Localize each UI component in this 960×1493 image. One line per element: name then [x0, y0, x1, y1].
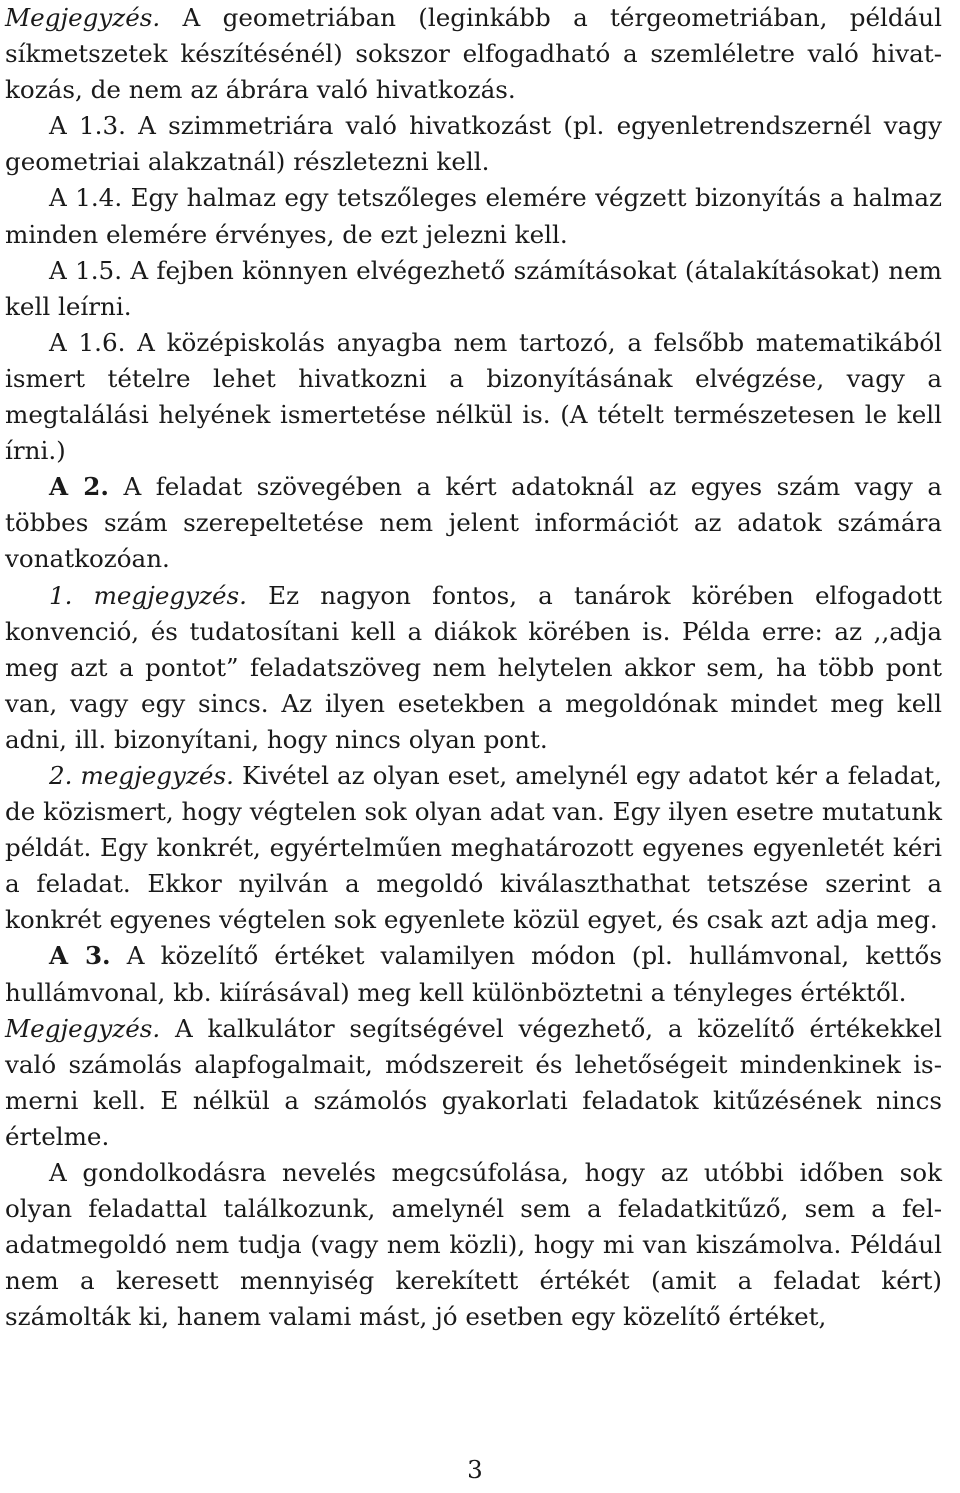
- paragraph-a-2: [5, 469, 942, 577]
- paragraph-note-2: [5, 758, 942, 938]
- paragraph-text: A kalkulátor segítségével végezhető, a közelítő értékekkel való számolás alapfogalmait, módszereit és lehetőségeit mindenkinek ismerni kell. E nélkül a számolós gyakorlati feladatok kitűzésének nincs értelme.: [5, 1013, 942, 1151]
- paragraph-lead: Megjegyzés.: [5, 1013, 161, 1043]
- paragraph-text: A fejben könnyen elvégezhető számításokat (átalakításokat) nem kell leírni.: [5, 255, 942, 321]
- paragraph-megjegyzes-geometry: [5, 0, 942, 108]
- paragraph-a-1-6: [5, 325, 942, 469]
- paragraph-text: A gondolkodásra nevelés megcsúfolása, hogy az utóbbi időben sok olyan feladattal találkozunk, amelynél sem a feladatkitűző, sem a feladatmegoldó nem tudja (vagy nem közli), hogy mi van kiszámolva. Például nem a keresett mennyiség kerekített értékét (amit a feladat kért) számolták ki, hanem valami mást, jó esetben egy közelítő értéket,: [5, 1158, 942, 1332]
- document-page: [5, 0, 942, 1335]
- paragraph-a-1-5: [5, 253, 942, 325]
- paragraph-text: A geometriában (leginkább a térgeometriában, például síkmetszetek készítésénél) sokszor elfogadható a szemléletre való hivatkozás, de nem az ábrára való hivatkozás.: [5, 3, 942, 105]
- paragraph-lead: A 3.: [49, 941, 111, 971]
- paragraph-megjegyzes-calculator: [5, 1011, 942, 1155]
- paragraph-lead: A 1.4.: [49, 183, 123, 213]
- paragraph-final: [5, 1155, 942, 1335]
- paragraph-a-1-4: [5, 180, 942, 252]
- paragraph-lead: A 2.: [49, 472, 109, 502]
- paragraph-lead: A 1.6.: [49, 327, 126, 357]
- paragraph-lead: 1. megjegyzés.: [49, 580, 247, 610]
- paragraph-note-1: [5, 578, 942, 758]
- paragraph-lead: 2. megjegyzés.: [49, 760, 234, 790]
- paragraph-text: A feladat szövegében a kért adatoknál az egyes szám vagy a többes szám szerepeltetése nem jelent információt az adatok számára vonatkozóan.: [5, 472, 942, 574]
- paragraph-text: A közelítő értéket valamilyen módon (pl. hullámvonal, kettős hullámvonal, kb. kiírásával) meg kell különböztetni a tényleges értéktől.: [5, 941, 942, 1007]
- paragraph-text: A szimmetriára való hivatkozást (pl. egyenletrendszernél vagy geometriai alakzatnál) részletezni kell.: [5, 111, 942, 177]
- paragraph-lead: Megjegyzés.: [5, 3, 161, 32]
- paragraph-a-3: [5, 938, 942, 1010]
- paragraph-text: Kivétel az olyan eset, amelynél egy adatot kér a feladat, de közismert, hogy végtelen sok olyan adat van. Egy ilyen esetre mutatunk példát. Egy konkrét, egyértelműen meghatározott egyenes egyenletét kéri a feladat. Ekkor nyilván a megoldó kiválaszthathat tetszése szerint a konkrét egyenes végtelen sok egyenlete közül egyet, és csak azt adja meg.: [5, 760, 942, 935]
- paragraph-text: A középiskolás anyagba nem tartozó, a felsőbb matematikából ismert tételre lehet hivatkozni a bizonyításának elvégzése, vagy a megtalálási helyének ismertetése nélkül is. (A tételt természetesen le kell írni.): [5, 327, 943, 466]
- paragraph-a-1-3: [5, 108, 942, 180]
- paragraph-lead: A 1.5.: [49, 255, 123, 285]
- paragraph-text: Ez nagyon fontos, a tanárok körében elfogadott konvenció, és tudatosítani kell a diákok körében is. Példa erre: az ,,adja meg azt a pontot” feladatszöveg nem helytelen akkor sem, ha több pont van, vagy egy sincs. Az ilyen esetekben a megoldónak mindet meg kell adni, ill. bizonyítani, hogy nincs olyan pont.: [5, 580, 942, 754]
- paragraph-text: Egy halmaz egy tetszőleges elemére végzett bizonyítás a halmaz minden elemére érvényes, de ezt jelezni kell.: [5, 183, 942, 249]
- paragraph-lead: A 1.3.: [49, 111, 126, 141]
- page-number: 3: [467, 1455, 483, 1484]
